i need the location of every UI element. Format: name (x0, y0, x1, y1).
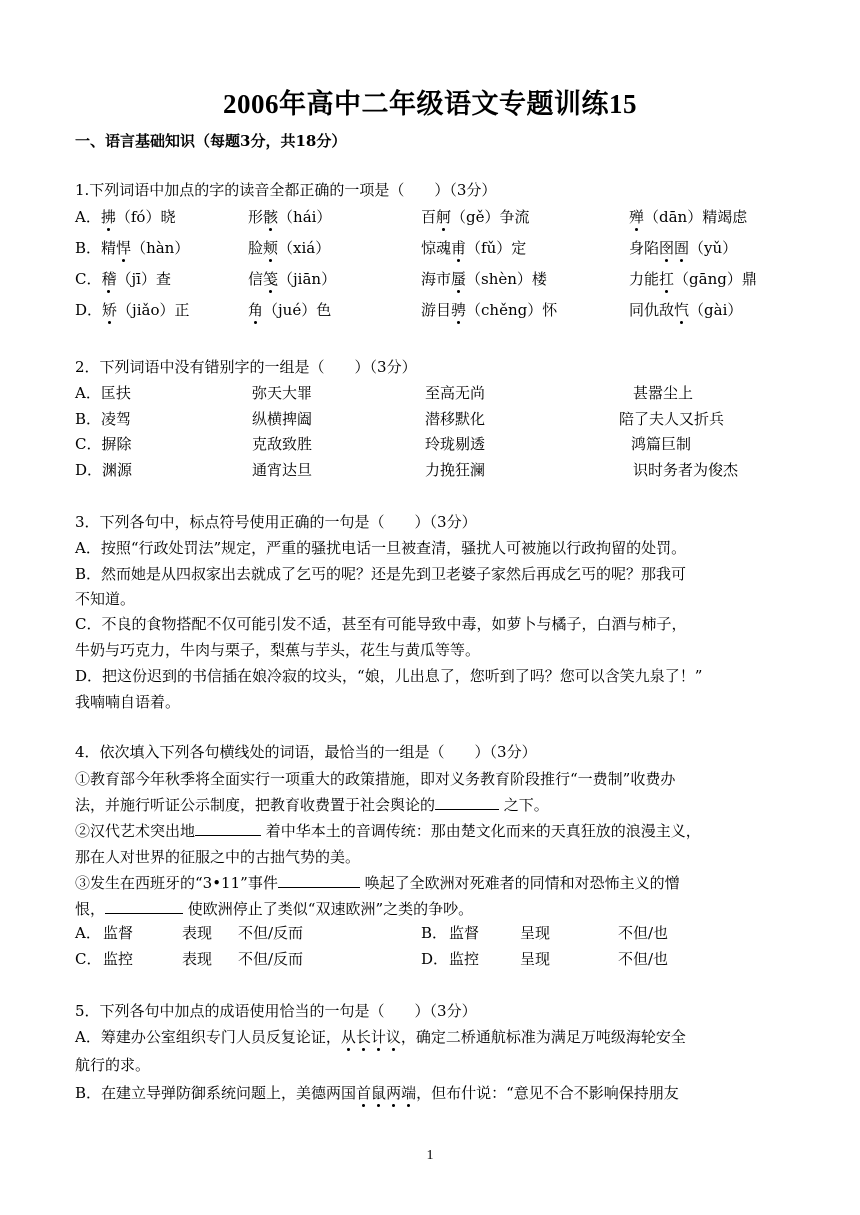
emphasis-dot-char: 计 (370, 1028, 386, 1046)
item-text: 通宵达旦 (252, 461, 313, 479)
item-text: 至高无尚 (425, 384, 486, 402)
q2-option-item (75, 434, 132, 454)
q1-option-item (421, 238, 526, 258)
q2-option-item (252, 460, 312, 480)
q1-option-item (248, 300, 331, 320)
q1-option-item (421, 300, 557, 320)
q4-option-word-1: 监控 (449, 950, 480, 968)
emphasis-dot-char: 鼠 (371, 1084, 387, 1102)
emphasis-dot-char: 圄 (674, 239, 690, 257)
option-label: B． (75, 239, 102, 257)
item-text: 识时务者为俊杰 (633, 461, 739, 479)
emphasis-dot-char: 角 (248, 301, 264, 319)
q4-option-word-3: 不但/也 (618, 950, 669, 968)
option-label: A． (75, 384, 101, 402)
q5-b-text-pre: B．在建立导弹防御系统问题上，美德两国 (75, 1084, 357, 1102)
q2-option-item (75, 460, 132, 480)
q4-stem: 4．依次填入下列各句横线处的词语，最恰当的一组是（ ）（3分） (75, 743, 537, 761)
dotted-char (629, 208, 644, 226)
q3-option-b-line2: 不知道。 (75, 590, 136, 608)
item-text: 游目 (421, 301, 452, 319)
pinyin-text: （gāng）鼎 (674, 270, 757, 288)
pinyin-text: （jiǎo）正 (117, 301, 190, 319)
emphasis-dot-char: 扛 (659, 270, 675, 288)
q4-option-word-1: 监控 (103, 950, 134, 968)
item-text: 力挽狂澜 (425, 461, 486, 479)
q2-option-item (75, 383, 131, 403)
fill-blank-2 (195, 821, 261, 836)
emphasis-dot-char: 骸 (263, 208, 279, 226)
q5-option-a-line1 (75, 1027, 686, 1047)
q1-option-item (75, 300, 189, 320)
q1-option-item (75, 238, 189, 258)
q4-option-word-3: 不但/也 (618, 924, 669, 942)
fill-blank-3 (278, 873, 360, 888)
item-text: 惊魂 (421, 239, 452, 257)
item-text: 同仇敌 (629, 301, 675, 319)
item-text: 陪了夫人又折兵 (619, 410, 725, 428)
dotted-char (451, 239, 466, 257)
emphasis-dot-char: 甫 (451, 239, 467, 257)
pinyin-text: （yǔ） (689, 239, 738, 257)
q1-stem: 1.下列词语中加点的字的读音全都正确的一项是（ ）（3分） (75, 181, 497, 199)
q1-option-item (629, 269, 757, 289)
pinyin-text: （jiān） (278, 270, 337, 288)
item-text: 摒除 (101, 435, 132, 453)
q3-stem: 3．下列各句中，标点符号使用正确的一句是（ ）（3分） (75, 513, 477, 531)
emphasis-dot-char: 骋 (451, 301, 467, 319)
emphasis-dot-char: 囹 (659, 239, 675, 257)
q1-option-item (248, 269, 336, 289)
pinyin-text: （gài） (689, 301, 743, 319)
pinyin-text: （fó）晓 (115, 208, 176, 226)
q1-option-item (421, 269, 547, 289)
emphasis-dot-char: 殚 (629, 208, 645, 226)
emphasis-dot-char: 议 (385, 1028, 401, 1046)
q3-option-b-line1: B．然而她是从四叔家出去就成了乞丐的呢？还是先到卫老婆子家然后再成乞丐的呢？那我可 (75, 565, 687, 583)
dotted-char (248, 301, 263, 319)
item-text: 玲珑剔透 (425, 435, 486, 453)
option-label: C． (75, 270, 102, 288)
q3-option-a: A．按照“行政处罚法”规定，严重的骚扰电话一旦被查清，骚扰人可被施以行政拘留的处罚。 (75, 539, 687, 557)
emphasis-dot-char: 拂 (100, 208, 116, 226)
item-text: 渊源 (102, 461, 133, 479)
q4-option-option-label: C． (75, 950, 102, 968)
dotted-char (263, 208, 278, 226)
item-text: 力能 (629, 270, 660, 288)
dotted-char (451, 301, 466, 319)
item-text: 形 (248, 208, 264, 226)
pinyin-text: （fǔ）定 (466, 239, 527, 257)
pinyin-text: （gě）争流 (451, 208, 530, 226)
q4-option-option-label: B． (421, 924, 448, 942)
q1-option-item (75, 269, 171, 289)
item-text: 克敌致胜 (252, 435, 313, 453)
q1-option-item (248, 238, 330, 258)
q5-b-text-post: ，但布什说：“意见不合不影响保持朋友 (416, 1084, 679, 1102)
q2-option-item (633, 460, 738, 480)
emphasis-dot-char: 端 (401, 1084, 417, 1102)
item-text: 海市 (421, 270, 452, 288)
q4-s3b-text-post: 使欧洲停止了类似“双速欧洲”之类的争吵。 (183, 900, 474, 918)
emphasis-dot-char: 矫 (102, 301, 118, 319)
q2-option-item (631, 434, 691, 454)
pinyin-text: （jué）色 (263, 301, 332, 319)
q3-option-c-line2: 牛奶与巧克力，牛肉与栗子，梨蕉与芋头，花生与黄瓜等等。 (75, 641, 481, 659)
pinyin-text: （hái） (278, 208, 332, 226)
emphasis-dot-char: 长 (355, 1028, 371, 1046)
page-title: 2006年高中二年级语文专题训练15 (223, 89, 637, 119)
q3-option-d-line1: D．把这份迟到的书信插在娘冷寂的坟头，“娘，儿出息了，您听到了吗？您可以含笑九泉了！” (75, 667, 703, 685)
q1-option-item (421, 207, 530, 227)
q2-option-item (252, 434, 312, 454)
q5-option-b-line1 (75, 1083, 679, 1103)
pinyin-text: （shèn）楼 (466, 270, 547, 288)
pinyin-text: （dān）精竭虑 (644, 208, 748, 226)
dotted-char (116, 239, 131, 257)
q4-option-word-1: 监督 (103, 924, 134, 942)
page-number: 1 (426, 1148, 434, 1163)
item-text: 弥天大罪 (252, 384, 313, 402)
q4-s1-text-pre: 法，并施行听证公示制度，把教育收费置于社会舆论的 (75, 796, 436, 814)
q5-a-text-pre: A．筹建办公室组织专门人员反复论证， (75, 1028, 341, 1046)
pinyin-text: （chěng）怀 (466, 301, 558, 319)
option-label: D． (75, 301, 103, 319)
q4-s3b-text-pre: 恨， (75, 900, 106, 918)
item-text: 匡扶 (100, 384, 131, 402)
q5-stem: 5．下列各句中加点的成语使用恰当的一句是（ ）（3分） (75, 1002, 477, 1020)
dotted-char (263, 270, 278, 288)
pinyin-text: （hàn） (131, 239, 190, 257)
section-heading: 一、语言基础知识（每题3分，共18分） (75, 132, 347, 150)
q1-option-item (629, 207, 747, 227)
q4-sentence3-line2 (75, 899, 473, 919)
item-text: 鸿篇巨制 (631, 435, 692, 453)
fill-blank-1 (435, 795, 499, 810)
q4-s1-text-post: 之下。 (499, 796, 549, 814)
q2-option-item (633, 383, 693, 403)
option-label: B． (75, 410, 102, 428)
item-text: 精 (101, 239, 117, 257)
q1-option-item (629, 238, 737, 258)
q4-s2-text-pre: ②汉代艺术突出地 (75, 822, 196, 840)
q4-option-word-2: 呈现 (520, 950, 551, 968)
option-label: C． (75, 435, 102, 453)
emphasis-dot-char: 稽 (101, 270, 117, 288)
option-label: A． (75, 208, 101, 226)
q4-sentence1-line2 (75, 795, 549, 815)
q4-s2-text-post: 着中华本土的音调传统：那由楚文化而来的天真狂放的浪漫主义， (261, 822, 701, 840)
q5-a-dotted-idiom (341, 1028, 401, 1046)
dotted-char (102, 301, 117, 319)
q5-a-text-post: ，确定二桥通航标准为满足万吨级海轮安全 (400, 1028, 686, 1046)
q4-sentence2-line2: 那在人对世界的征服之中的古拙气势的美。 (75, 848, 361, 866)
emphasis-dot-char: 悍 (116, 239, 132, 257)
q2-option-item (252, 383, 312, 403)
emphasis-dot-char: 舸 (436, 208, 452, 226)
emphasis-dot-char: 忾 (674, 301, 690, 319)
dotted-char (659, 270, 674, 288)
q4-option-word-2: 表现 (182, 950, 213, 968)
q4-sentence2-line1 (75, 821, 701, 841)
pinyin-text: （xiá） (278, 239, 331, 257)
q2-option-item (252, 409, 312, 429)
emphasis-dot-char: 笺 (263, 270, 279, 288)
q5-option-a-line2: 航行的求。 (75, 1056, 151, 1074)
q2-stem: 2．下列词语中没有错别字的一组是（ ）（3分） (75, 358, 417, 376)
item-text: 身陷 (629, 239, 660, 257)
q2-option-item (619, 409, 724, 429)
emphasis-dot-char: 颊 (263, 239, 279, 257)
option-label: D． (75, 461, 103, 479)
q4-option-word-3: 不但/反而 (238, 950, 304, 968)
item-text: 潜移默化 (425, 410, 486, 428)
dotted-char (674, 301, 689, 319)
dotted-char (101, 208, 116, 226)
item-text: 百 (421, 208, 437, 226)
item-text: 信 (248, 270, 264, 288)
q4-option-word-2: 呈现 (520, 924, 551, 942)
emphasis-dot-char: 两 (386, 1084, 402, 1102)
q4-sentence1-line1: ①教育部今年秋季将全面实行一项重大的政策措施，即对义务教育阶段推行“一费制”收费办 (75, 770, 676, 788)
q4-option-word-3: 不但/反而 (238, 924, 304, 942)
q5-b-dotted-idiom (356, 1084, 416, 1102)
item-text: 凌驾 (101, 410, 132, 428)
q3-option-d-line2: 我喃喃自语着。 (75, 693, 181, 711)
q4-sentence3-line1 (75, 873, 680, 893)
item-text: 纵横捭阖 (252, 410, 313, 428)
q3-option-c-line1: C．不良的食物搭配不仅可能引发不适，甚至有可能导致中毒，如萝卜与橘子，白酒与柿子， (75, 615, 687, 633)
emphasis-dot-char: 从 (340, 1028, 356, 1046)
dotted-char (101, 270, 116, 288)
emphasis-dot-char: 蜃 (451, 270, 467, 288)
q4-s3-text-pre: ③发生在西班牙的“3•11”事件 (75, 874, 278, 892)
q4-option-word-1: 监督 (449, 924, 480, 942)
q4-option-option-label: D． (421, 950, 449, 968)
dotted-char (436, 208, 451, 226)
q2-option-item (425, 383, 485, 403)
q2-option-item (425, 460, 485, 480)
q1-option-item (75, 207, 175, 227)
item-text: 脸 (248, 239, 264, 257)
dotted-char (263, 239, 278, 257)
fill-blank-4 (105, 899, 183, 914)
q2-option-item (425, 434, 485, 454)
pinyin-text: （jī）查 (116, 270, 171, 288)
q2-option-item (75, 409, 131, 429)
q4-s3-text-post: 唤起了全欧洲对死难者的同情和对恐怖主义的憎 (359, 874, 680, 892)
q4-option-word-2: 表现 (182, 924, 213, 942)
dotted-char (659, 239, 689, 257)
emphasis-dot-char: 首 (356, 1084, 372, 1102)
q1-option-item (629, 300, 742, 320)
q4-option-option-label: A． (75, 924, 101, 942)
dotted-char (451, 270, 466, 288)
q1-option-item (248, 207, 331, 227)
q2-option-item (425, 409, 485, 429)
item-text: 甚嚣尘上 (633, 384, 694, 402)
